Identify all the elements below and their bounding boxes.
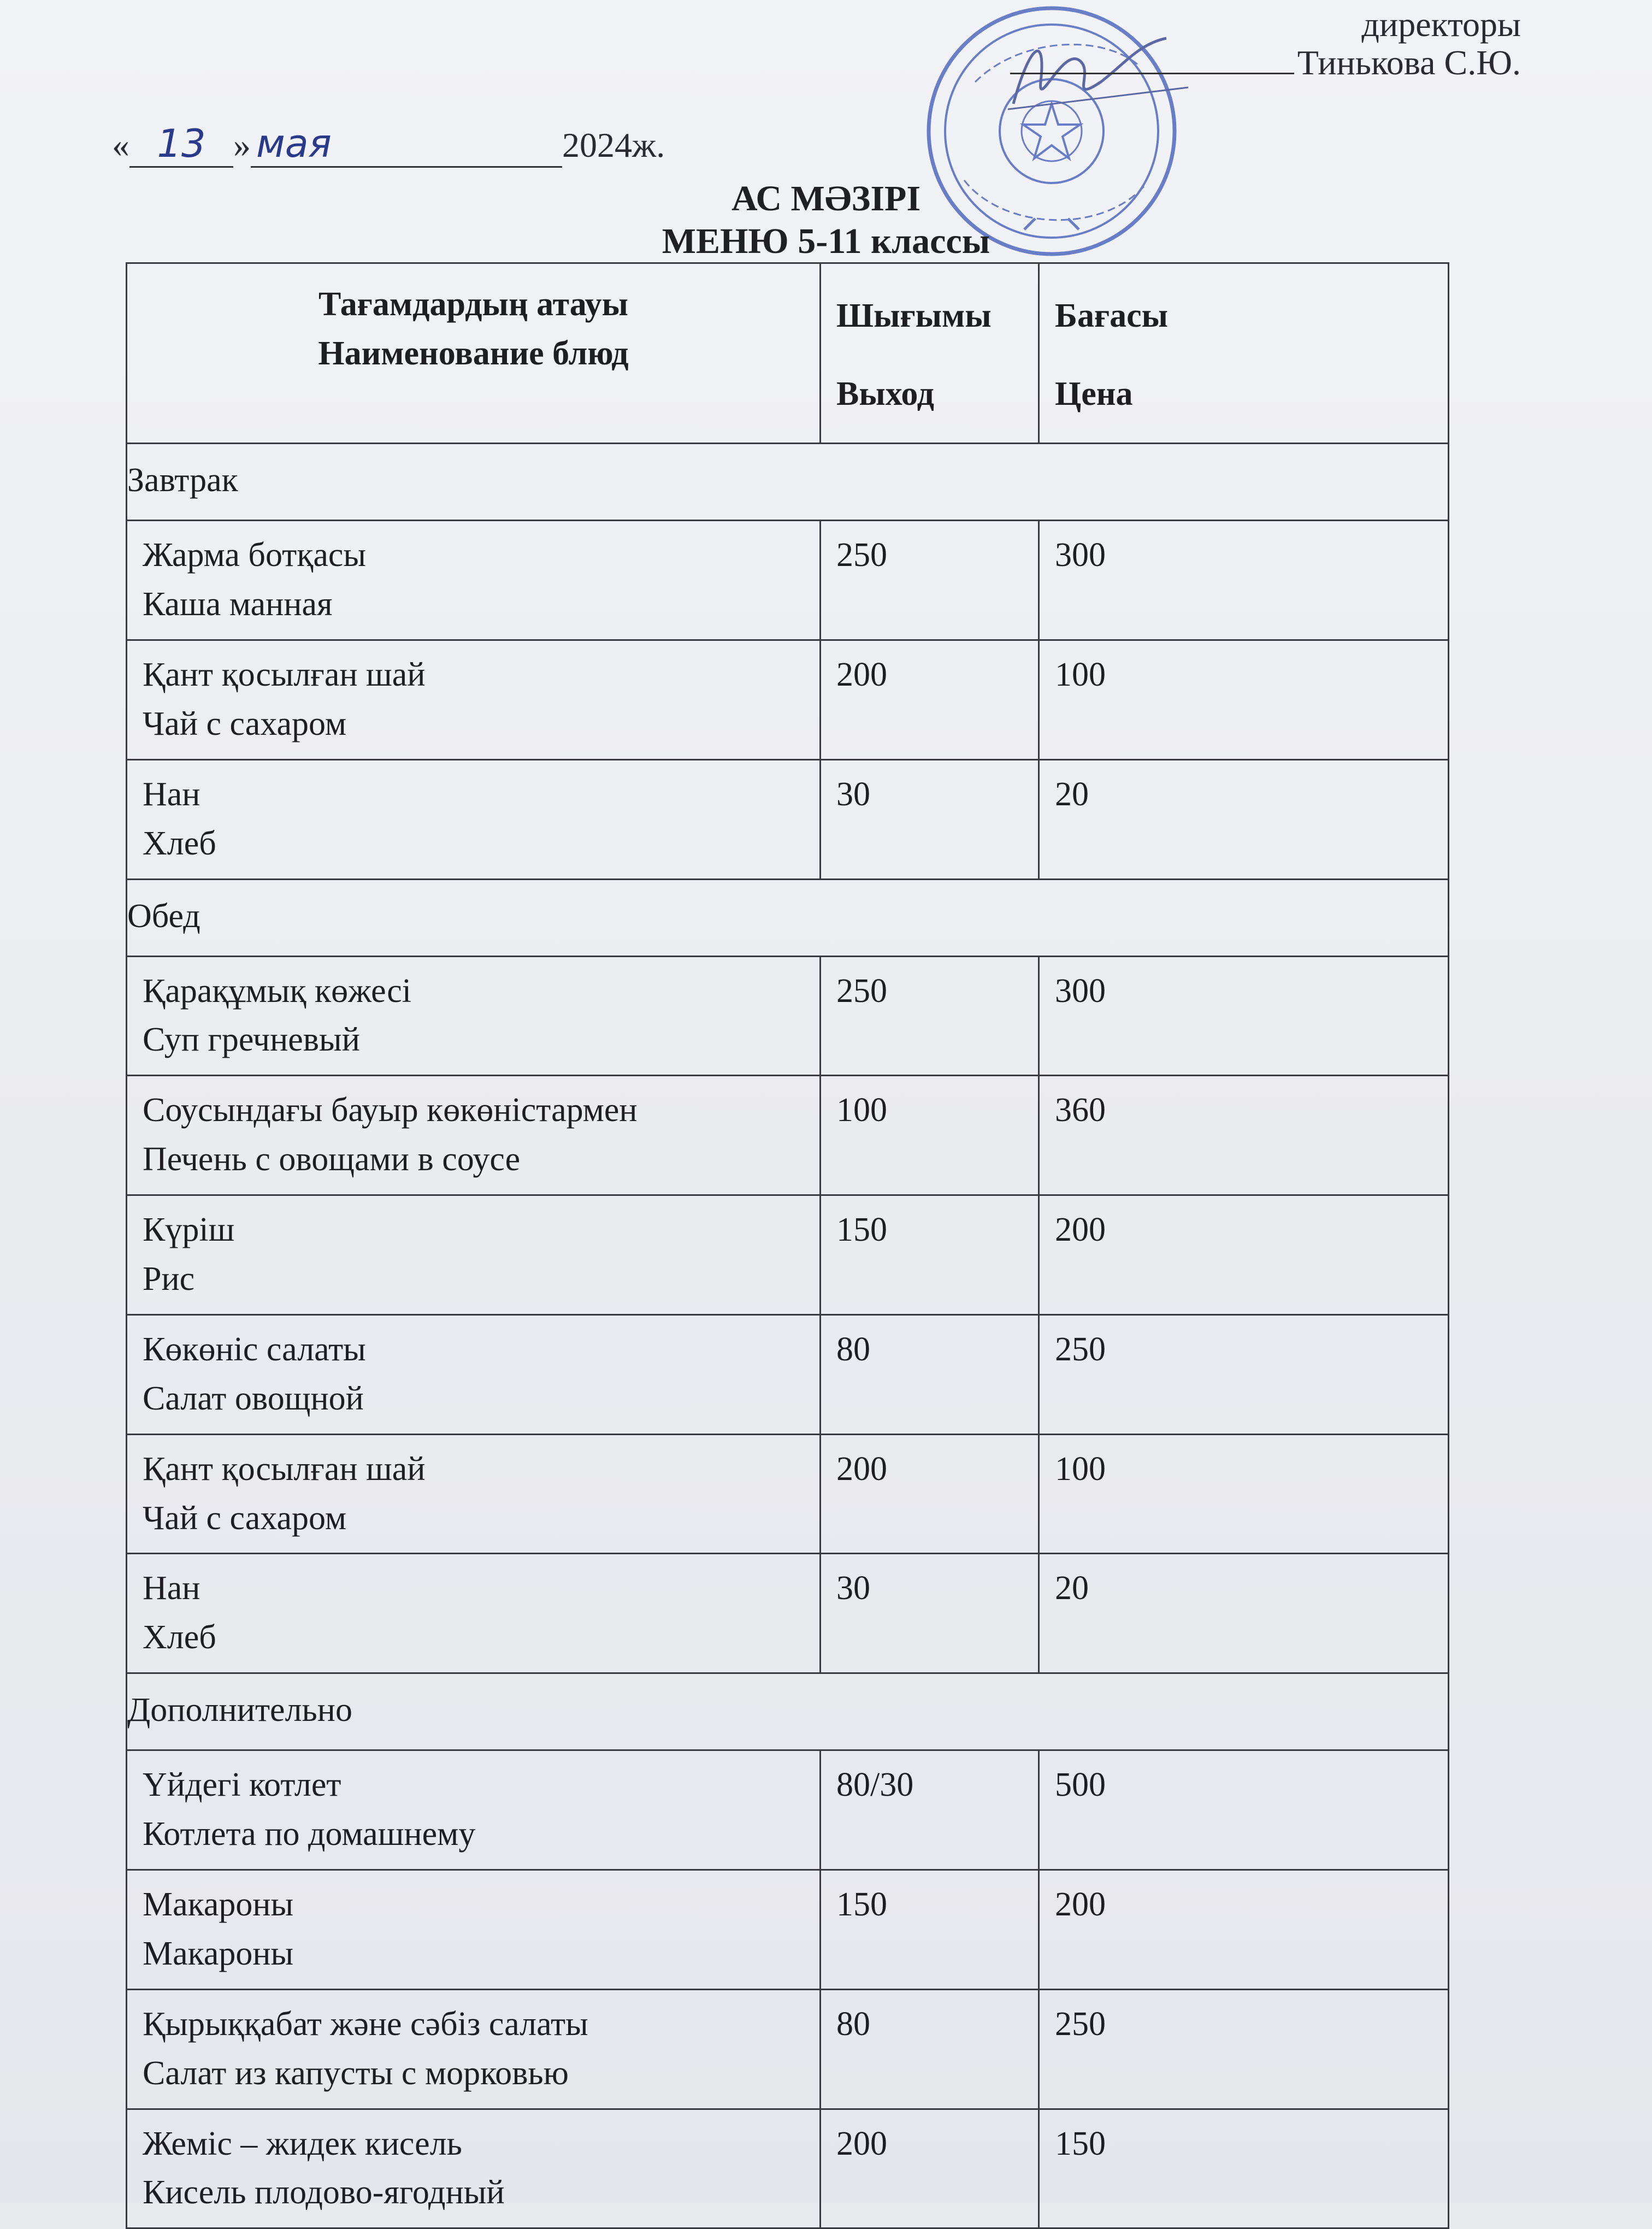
approval-block: [1010, 5, 1521, 82]
dish-name-kz: Жеміс – жидек кисель: [143, 2125, 462, 2162]
table-row: [127, 1195, 1449, 1315]
dish-name-kz: Нан: [143, 1570, 200, 1607]
dish-price: 20: [1039, 759, 1449, 879]
dish-name-cell: [127, 1314, 821, 1434]
signature-line: [1010, 73, 1294, 74]
table-row: [127, 1076, 1449, 1195]
dish-name-ru: Салат овощной: [143, 1379, 364, 1417]
dish-name-ru: Салат из капусты с морковью: [143, 2054, 569, 2092]
dish-name-ru: Макароны: [143, 1935, 294, 1972]
dish-price: 20: [1039, 1554, 1449, 1673]
header-yield: [821, 263, 1039, 444]
document-title: [0, 178, 1652, 263]
dish-yield: 150: [821, 1870, 1039, 1990]
dish-name-ru: Чай с сахаром: [143, 1499, 347, 1537]
date-open-quote: «: [112, 126, 129, 164]
header-dish-name: [127, 263, 821, 444]
table-row: [127, 1870, 1449, 1990]
dish-name-cell: [127, 1195, 821, 1315]
table-row: [127, 1554, 1449, 1673]
dish-yield: 200: [821, 1434, 1039, 1554]
dish-yield: 80/30: [821, 1750, 1039, 1870]
dish-name-cell: [127, 521, 821, 640]
dish-yield: 30: [821, 1554, 1039, 1673]
date-year: 2024ж.: [562, 126, 665, 164]
dish-price: 300: [1039, 956, 1449, 1076]
title-kz: АС МӘЗІРІ: [731, 179, 921, 219]
dish-yield: 100: [821, 1076, 1039, 1195]
date-month: мая: [251, 121, 562, 168]
dish-name-cell: [127, 1434, 821, 1554]
dish-name-kz: Көкөніс салаты: [143, 1330, 366, 1368]
dish-price: 500: [1039, 1750, 1449, 1870]
dish-price: 100: [1039, 640, 1449, 759]
dish-name-cell: [127, 1870, 821, 1990]
section-row: [127, 879, 1449, 956]
dish-price: 250: [1039, 1314, 1449, 1434]
dish-name-kz: Күріш: [143, 1211, 235, 1249]
header-dish-name-ru: Наименование блюд: [318, 334, 629, 372]
section-row: [127, 1673, 1449, 1750]
header-dish-name-kz: Тағамдардың атауы: [318, 286, 629, 323]
dish-name-cell: [127, 1989, 821, 2109]
dish-name-cell: [127, 956, 821, 1076]
dish-name-kz: Жарма ботқасы: [143, 536, 367, 574]
dish-yield: 200: [821, 640, 1039, 759]
dish-name-kz: Қарақұмық көжесі: [143, 972, 411, 1010]
dish-name-ru: Кисель плодово-ягодный: [143, 2174, 505, 2212]
menu-table: [126, 262, 1449, 2229]
header-yield-kz: Шығымы: [836, 297, 992, 334]
section-row: [127, 444, 1449, 521]
dish-name-cell: [127, 2109, 821, 2228]
dish-price: 100: [1039, 1434, 1449, 1554]
dish-name-ru: Каша манная: [143, 586, 333, 623]
dish-name-ru: Печень с овощами в соусе: [143, 1141, 521, 1178]
dish-yield: 250: [821, 956, 1039, 1076]
dish-name-kz: Қант қосылған шай: [143, 1450, 426, 1488]
dish-yield: 200: [821, 2109, 1039, 2228]
dish-yield: 80: [821, 1989, 1039, 2109]
table-row: [127, 521, 1449, 640]
dish-name-ru: Чай с сахаром: [143, 705, 347, 742]
dish-price: 360: [1039, 1076, 1449, 1195]
dish-name-kz: Макароны: [143, 1886, 294, 1923]
dish-name-kz: Нан: [143, 775, 200, 813]
dish-yield: 250: [821, 521, 1039, 640]
date-line: [112, 121, 665, 168]
dish-name-cell: [127, 1554, 821, 1673]
table-row: [127, 640, 1449, 759]
table-row: [127, 2109, 1449, 2228]
table-row: [127, 1750, 1449, 1870]
dish-name-cell: [127, 759, 821, 879]
table-row: [127, 1434, 1449, 1554]
dish-name-kz: Соусындағы бауыр көкөністармен: [143, 1092, 638, 1129]
dish-name-ru: Суп гречневый: [143, 1021, 360, 1059]
dish-name-ru: Хлеб: [143, 824, 216, 862]
table-row: [127, 759, 1449, 879]
dish-name-cell: [127, 1076, 821, 1195]
dish-price: 200: [1039, 1195, 1449, 1315]
menu-body: [127, 444, 1449, 2228]
dish-name-ru: Хлеб: [143, 1619, 216, 1656]
date-close-quote: »: [233, 126, 251, 164]
dish-name-cell: [127, 640, 821, 759]
dish-yield: 150: [821, 1195, 1039, 1315]
section-title: Дополнительно: [127, 1673, 1449, 1750]
dish-name-kz: Қырыққабат және сәбіз салаты: [143, 2005, 588, 2043]
title-ru: МЕНЮ 5-11 классы: [662, 221, 990, 261]
dish-price: 300: [1039, 521, 1449, 640]
dish-price: 200: [1039, 1870, 1449, 1990]
table-row: [127, 1314, 1449, 1434]
dish-name-kz: Үйдегі котлет: [143, 1766, 341, 1804]
table-row: [127, 956, 1449, 1076]
header-price-kz: Бағасы: [1055, 297, 1169, 334]
dish-price: 250: [1039, 1989, 1449, 2109]
dish-price: 150: [1039, 2109, 1449, 2228]
dish-name-ru: Рис: [143, 1260, 195, 1298]
section-title: Обед: [127, 879, 1449, 956]
table-header-row: [127, 263, 1449, 444]
dish-yield: 80: [821, 1314, 1039, 1434]
director-title: директоры: [1361, 5, 1521, 44]
dish-name-kz: Қант қосылған шай: [143, 656, 426, 693]
table-row: [127, 1989, 1449, 2109]
date-day: 13: [129, 121, 233, 168]
director-name: Тинькова С.Ю.: [1297, 43, 1521, 82]
dish-yield: 30: [821, 759, 1039, 879]
header-price: [1039, 263, 1449, 444]
dish-name-ru: Котлета по домашнему: [143, 1815, 476, 1853]
header-yield-ru: Выход: [836, 375, 934, 412]
header-price-ru: Цена: [1055, 375, 1133, 412]
dish-name-cell: [127, 1750, 821, 1870]
section-title: Завтрак: [127, 444, 1449, 521]
